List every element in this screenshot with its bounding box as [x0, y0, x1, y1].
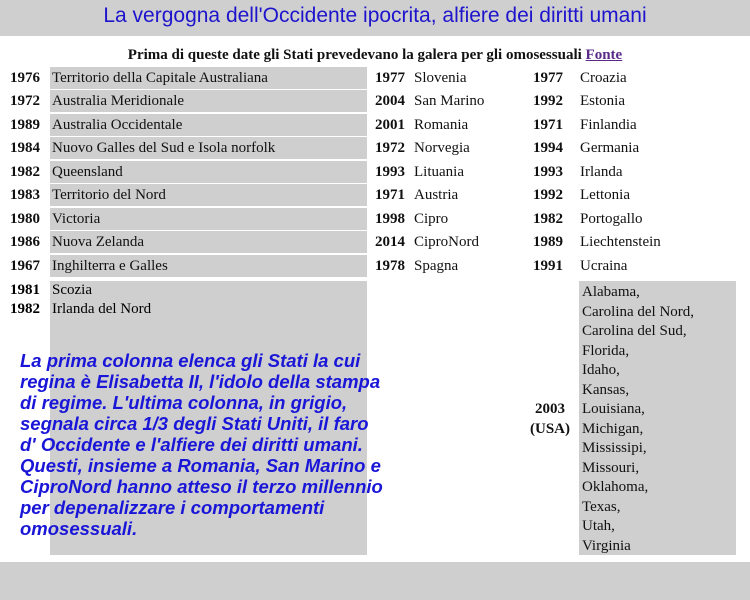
- state-cell: Norvegia: [414, 140, 470, 156]
- state-cell: Spagna: [414, 258, 459, 274]
- commentary-text: [20, 350, 490, 539]
- state-cell: Croazia: [580, 70, 627, 86]
- usa-year-cell: [520, 399, 580, 439]
- table-row-col3: [0, 67, 750, 89]
- table-row-col3: [0, 114, 750, 136]
- year-cell: 1977: [533, 70, 563, 86]
- year-cell: 1991: [533, 258, 563, 274]
- commentary-line: regina è Elisabetta II, l'idolo della stampa: [20, 371, 381, 392]
- commentary-line: segnala circa 1/3 degli Stati Uniti, il faro: [20, 413, 369, 434]
- table-row-col3: [0, 231, 750, 253]
- state-cell: Finlandia: [580, 117, 637, 133]
- state-cell: Nuovo Galles del Sud e Isola norfolk: [50, 137, 367, 159]
- year-cell: 2014: [375, 234, 405, 250]
- year-cell: 1967: [10, 258, 40, 274]
- year-cell: 1989: [533, 234, 563, 250]
- state-cell: Romania: [414, 117, 469, 133]
- year-cell: 2001: [375, 117, 405, 133]
- year-cell: 1981: [10, 282, 40, 298]
- state-cell: Irlanda: [580, 164, 623, 180]
- state-cell: Victoria: [50, 208, 367, 230]
- commentary-line: di regime. L'ultima colonna, in grigio,: [20, 392, 348, 413]
- table-caption: [0, 47, 750, 64]
- commentary-line: per depenalizzare i comportamenti: [20, 497, 325, 518]
- year-cell: 1994: [533, 140, 563, 156]
- commentary-line: omosessuali.: [20, 518, 138, 539]
- year-cell: 1986: [10, 234, 40, 250]
- page-title: La vergogna dell'Occidente ipocrita, alfiere dei diritti umani: [103, 4, 647, 27]
- year-cell: 1984: [10, 140, 40, 156]
- usa-state-item: Florida,: [582, 342, 630, 359]
- state-cell: Australia Occidentale: [50, 114, 367, 136]
- usa-state-item: Louisiana,: [582, 401, 645, 417]
- year-cell: 1993: [375, 164, 405, 180]
- usa-state-item: Carolina del Sud,: [582, 323, 687, 339]
- state-cell: Queensland: [50, 161, 367, 183]
- state-cell: Liechtenstein: [580, 234, 661, 250]
- usa-state-item: Alabama,: [582, 284, 640, 300]
- year-cell: 1976: [10, 70, 40, 86]
- year-cell: 1971: [375, 187, 405, 203]
- commentary-line: CiproNord hanno atteso il terzo millennio: [20, 476, 383, 497]
- year-cell: 1982: [533, 211, 563, 227]
- usa-state-item: Mississipi,: [582, 440, 647, 456]
- state-cell: Cipro: [414, 211, 449, 227]
- year-cell: 1989: [10, 117, 40, 133]
- state-cell: San Marino: [414, 93, 485, 109]
- commentary-line: La prima colonna elenca gli Stati la cui: [20, 350, 361, 371]
- usa-state-item: Texas,: [582, 498, 621, 515]
- state-cell: Slovenia: [414, 70, 467, 86]
- state-cell: Irlanda del Nord: [52, 301, 152, 317]
- usa-state-item: Idaho,: [582, 362, 620, 378]
- caption-text: Prima di queste date gli Stati prevedevano la galera per gli omosessuali: [127, 47, 582, 63]
- table-row-col3: [0, 255, 750, 277]
- table-row-col3: [0, 90, 750, 112]
- header-banner: [0, 0, 750, 36]
- table-row-col3: [0, 161, 750, 183]
- year-cell: 1982: [10, 164, 40, 180]
- year-cell: 1982: [10, 301, 40, 317]
- year-cell: 1998: [375, 211, 405, 227]
- year-cell: 1971: [533, 117, 563, 133]
- state-cell: Territorio della Capitale Australiana: [50, 67, 367, 89]
- usa-state-item: Missouri,: [582, 459, 640, 476]
- usa-label: (USA): [530, 421, 570, 437]
- year-cell: 1972: [375, 140, 405, 156]
- year-cell: 1993: [533, 164, 563, 180]
- state-cell: Estonia: [580, 93, 625, 109]
- usa-state-item: Oklahoma,: [582, 479, 649, 495]
- table-row-col3: [0, 137, 750, 159]
- usa-year: 2003: [535, 401, 565, 417]
- state-cell: Nuova Zelanda: [50, 231, 367, 253]
- year-cell: 1978: [375, 258, 405, 274]
- state-cell: Austria: [414, 187, 459, 203]
- year-cell: 1972: [10, 93, 40, 109]
- table-row-col3: [0, 184, 750, 206]
- footer-bar: [0, 562, 750, 600]
- state-cell: CiproNord: [414, 234, 479, 250]
- source-link[interactable]: Fonte: [585, 47, 623, 63]
- state-cell: Inghilterra e Galles: [50, 255, 367, 277]
- state-cell: Scozia: [52, 282, 92, 298]
- year-cell: 2004: [375, 93, 405, 109]
- state-cell: Territorio del Nord: [50, 184, 367, 206]
- usa-state-item: Michigan,: [582, 420, 644, 437]
- state-cell: Ucraina: [580, 258, 628, 274]
- commentary-line: Questi, insieme a Romania, San Marino e: [20, 455, 381, 476]
- state-cell: Lituania: [414, 164, 464, 180]
- year-cell: 1980: [10, 211, 40, 227]
- state-cell: Germania: [580, 140, 640, 156]
- commentary-line: d' Occidente e l'alfiere dei diritti umani.: [20, 434, 363, 455]
- state-cell: Lettonia: [580, 187, 630, 203]
- usa-states-list: [582, 283, 694, 556]
- usa-state-item: Carolina del Nord,: [582, 303, 695, 320]
- usa-state-item: Kansas,: [582, 381, 630, 398]
- year-cell: 1992: [533, 93, 563, 109]
- year-cell: 1992: [533, 187, 563, 203]
- year-cell: 1983: [10, 187, 40, 203]
- table-row-col3: [0, 208, 750, 230]
- usa-state-item: Utah,: [582, 518, 615, 534]
- state-cell: Australia Meridionale: [50, 90, 367, 112]
- year-cell: 1977: [375, 70, 405, 86]
- state-cell: Portogallo: [580, 211, 643, 227]
- usa-state-item: Virginia: [582, 537, 631, 554]
